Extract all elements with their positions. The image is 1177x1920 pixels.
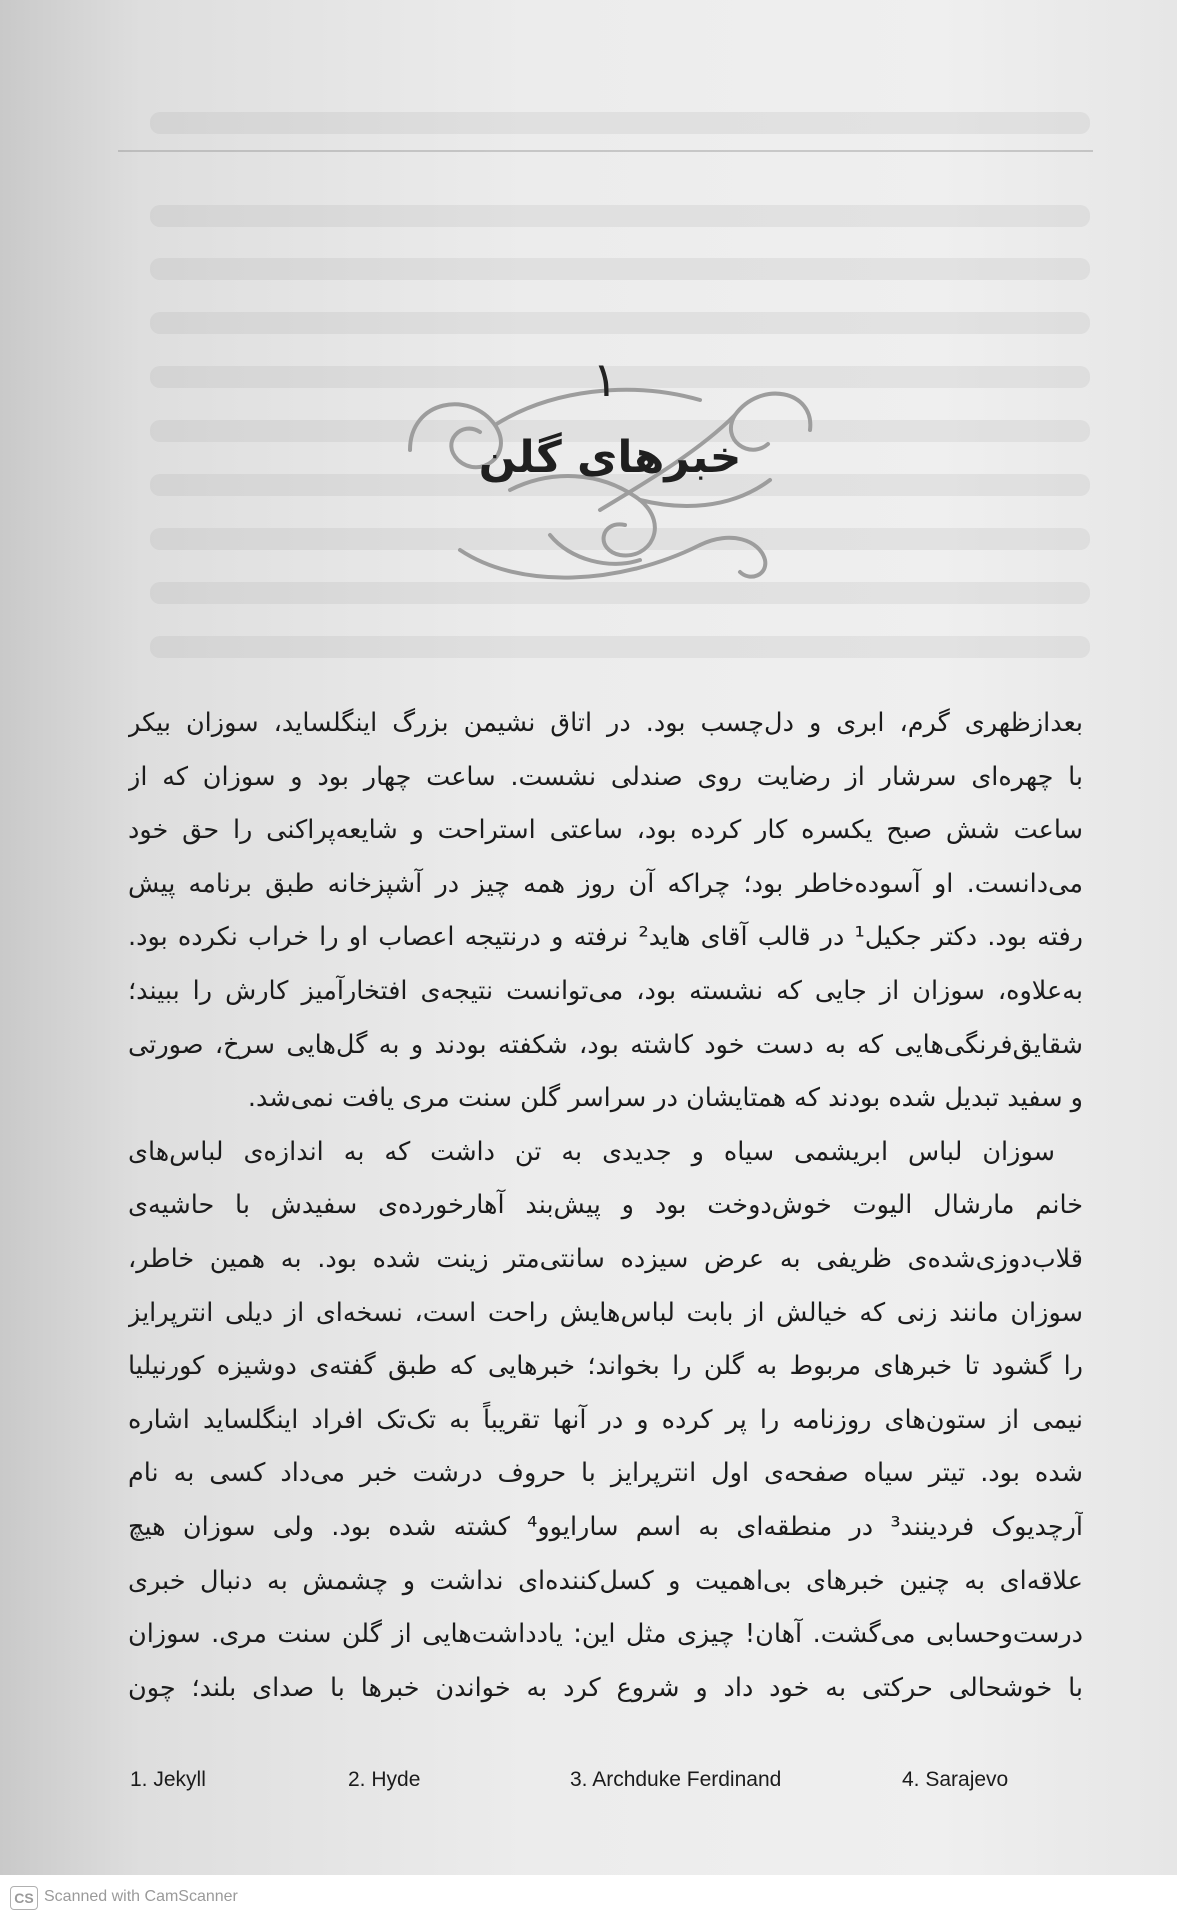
header-rule [118, 150, 1093, 152]
body-line: می‌دانست. او آسوده‌خاطر بود؛ چراکه آن روز همه چیز در آشپزخانه طبق برنامه پیش [128, 868, 1083, 899]
body-line: نیمی از ستون‌های روزنامه را پر کرده و در آنها تقریباً به تک‌تک افراد اینگلساید اشاره [128, 1404, 1083, 1435]
body-line: بعدازظهری گرم، ابری و دل‌چسب بود. در اتاق نشیمن بزرگ اینگلساید، سوزان بیکر [128, 708, 1083, 738]
footnote-2: 2. Hyde [348, 1768, 421, 1791]
body-line: و سفید تبدیل شده بودند که همتایشان در سراسر گلن سنت مری یافت نمی‌شد. [247, 1083, 1083, 1114]
body-line: قلاب‌دوزی‌شده‌ی ظریفی به عرض سیزده سانتی‌متر زینت شده بود. به همین خاطر، [128, 1243, 1083, 1274]
body-line: سوزان مانند زنی که خیالش از بابت لباس‌هایش راحت است، نسخه‌ای از دیلی انترپرایز [128, 1297, 1083, 1328]
body-line: با چهره‌ای سرشار از رضایت روی صندلی نشست. ساعت چهار بود و سوزان که از [128, 761, 1083, 792]
body-line: سوزان لباس ابریشمی سیاه و جدیدی به تن داشت که به اندازه‌ی لباس‌های [128, 1136, 1055, 1167]
footnotes [130, 1768, 1080, 1798]
body-line: شقایق‌فرنگی‌هایی که به دست خود کاشته بود، شکفته بودند و به گل‌هایی سرخ، صورتی [128, 1029, 1083, 1060]
body-line: با خوشحالی حرکتی به خود داد و شروع کرد به خواندن خبرها با صدای بلند؛ چون [128, 1672, 1083, 1703]
bleed-through-line [150, 636, 1090, 658]
body-line: شده بود. تیتر سیاه صفحه‌ی اول انترپرایز با حروف درشت خبر می‌داد کسی به نام [128, 1458, 1083, 1489]
body-line: آرچدیوک فردینند³ در منطقه‌ای به اسم سارایوو⁴ کشته شده بود. ولی سوزان هیچ [128, 1511, 1083, 1542]
watermark-text: Scanned with CamScanner [44, 1888, 238, 1905]
body-line: به‌علاوه، سوزان از جایی که نشسته بود، می‌توانست نتیجه‌ی افتخارآمیز کارش را ببیند؛ [128, 975, 1083, 1006]
body-line: خانم مارشال الیوت خوش‌دوخت بود و پیش‌بند آهارخورده‌ی سفیدش با حاشیه‌ی [128, 1190, 1083, 1221]
body-line: ساعت شش صبح یکسره کار کرده بود، ساعتی استراحت و شایعه‌پراکنی را حق خود [128, 815, 1083, 846]
chapter-title: خبرهای گلن [478, 432, 742, 483]
bleed-through-line [150, 258, 1090, 280]
bleed-through-line [150, 312, 1090, 334]
footnote-1: 1. Jekyll [130, 1768, 206, 1791]
footnote-3: 3. Archduke Ferdinand [570, 1768, 782, 1791]
camscanner-logo-icon: CS [10, 1886, 38, 1910]
footnote-4: 4. Sarajevo [902, 1768, 1009, 1791]
scanner-watermark [0, 1880, 1177, 1920]
body-line: رفته بود. دکتر جکیل¹ در قالب آقای هاید² نرفته و درنتیجه اعصاب او را خراب نکرده بود. [128, 922, 1083, 953]
body-line: درست‌وحسابی می‌گشت. آهان! چیزی مثل این: یادداشت‌هایی از گلن سنت مری. سوزان [128, 1619, 1083, 1650]
bleed-through-line [150, 112, 1090, 134]
body-line: علاقه‌ای به چنین خبرهای بی‌اهمیت و کسل‌کننده‌ای نداشت و چشمش به دنبال خبری [128, 1565, 1083, 1596]
body-line: را گشود تا خبرهای مربوط به گلن را بخواند؛ خبرهایی که طبق گفته‌ی دوشیزه کورنیلیا [128, 1351, 1083, 1382]
chapter-number: ۱ [592, 352, 618, 408]
bleed-through-line [150, 205, 1090, 227]
chapter-body [128, 697, 1083, 1715]
